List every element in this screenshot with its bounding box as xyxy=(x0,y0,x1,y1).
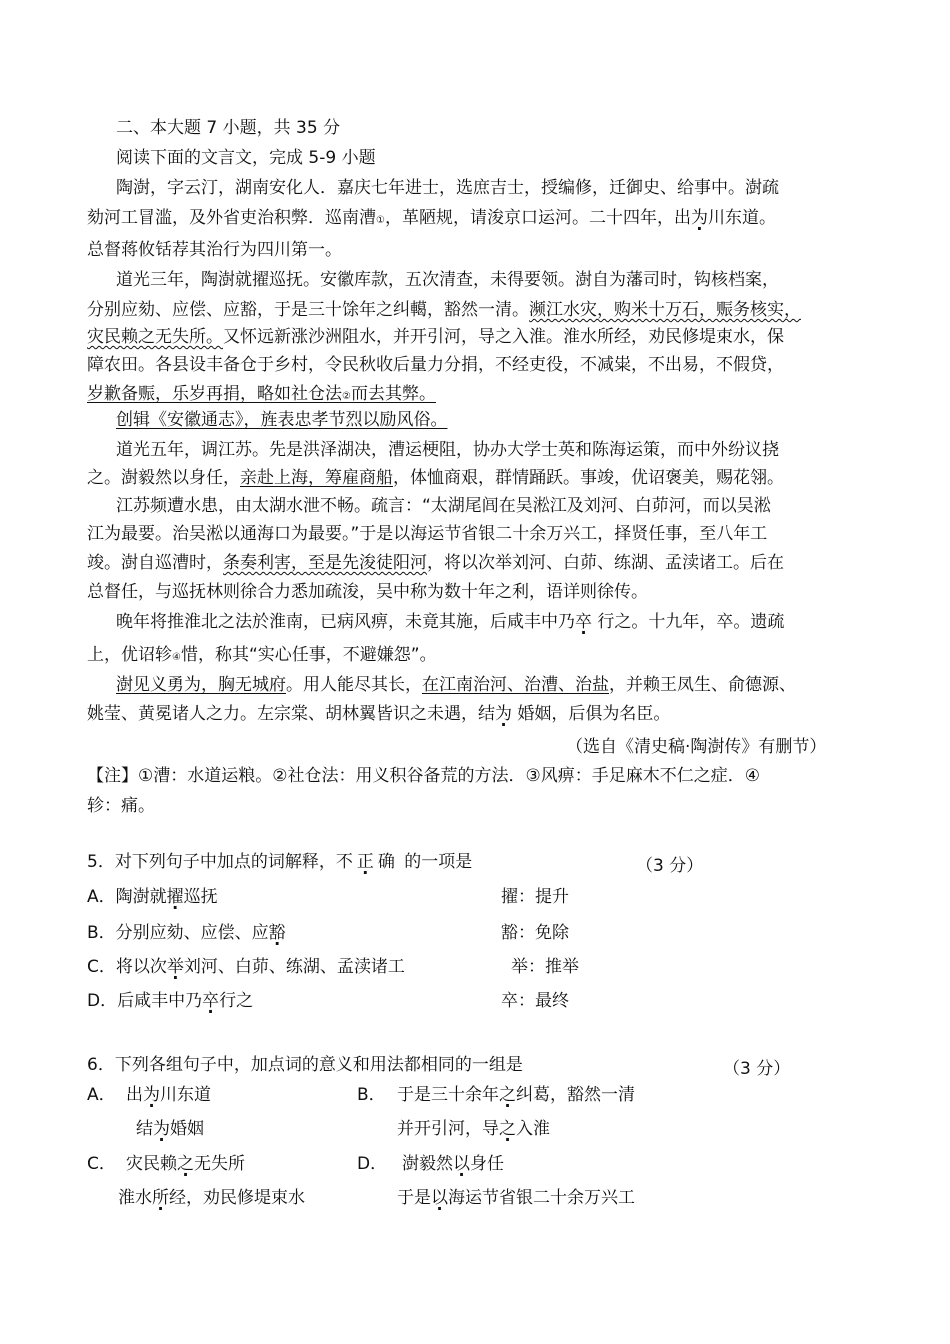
q6-option-b-s2: 并开引河，导之入淮 xyxy=(397,1119,550,1139)
text-span: 竣。澍自巡漕时， xyxy=(87,553,223,573)
q5-option-d-explanation: 卒：最终 xyxy=(501,991,569,1011)
q5-option-c: C．将以次举刘河、白茆、练湖、孟渎诸工 xyxy=(87,957,405,977)
passage-line: 江为最要。治吴淞以通海口为最要。”于是以海运节省银二十余万兴工，择贤任事，至八年工 xyxy=(87,524,768,544)
text-span: 惜，称其“实心任事，不避嫌怨”。 xyxy=(180,645,437,665)
footnote-marker: ④ xyxy=(172,652,181,663)
text-span: 的一项是 xyxy=(398,852,473,872)
emphasis-dot-word: 之 xyxy=(177,1154,194,1174)
footnote-marker: ① xyxy=(376,215,385,226)
passage-line: 道光三年，陶澍就擢巡抚。安徽库款，五次清查，未得要领。澍自为藩司时，钩核档案， xyxy=(116,270,779,290)
q6-option-a-s1: 出为川东道 xyxy=(126,1085,211,1105)
passage-line: 江苏频遭水患，由太湖水泄不畅。疏言：“太湖尾闾在吴淞江及刘河、白茆河，而以吴淞 xyxy=(116,496,771,516)
question-5-stem xyxy=(87,851,472,873)
text-span: ，将以次举刘河、白茆、练湖、孟渎诸工。后在 xyxy=(427,553,784,573)
passage-line: 陶澍，字云汀，湖南安化人．嘉庆七年进士，选庶吉士，授编修，迁御史、给事中。澍疏 xyxy=(116,178,779,198)
passage-line xyxy=(87,383,436,408)
q6-option-d-s2: 于是以海运节省银二十余万兴工 xyxy=(397,1188,635,1208)
text-span: 又怀远新涨沙洲阻水，并开引河，导之入淮。淮水所经，劝民修堤束水，保 xyxy=(223,327,784,347)
underlined-phrase: 澍见义勇为，胸无城府 xyxy=(116,675,286,695)
emphasis-dot-word: 为 xyxy=(690,208,708,228)
q6-option-c-s2: 淮水所经，劝民修堤束水 xyxy=(118,1188,305,1208)
footnote-marker: ② xyxy=(342,391,351,402)
emphasis-dot-word: 之 xyxy=(499,1085,516,1105)
emphasis-dot-word: 不正确 xyxy=(335,852,399,872)
emphasis-dot-word: 为 xyxy=(495,704,512,724)
text-span: 姚莹、黄冕诸人之力。左宗棠、胡林翼皆识之未遇，结 xyxy=(87,704,495,724)
passage-line xyxy=(87,644,437,669)
underlined-sentence: 岁歉备赈，乐岁再捐，略如社仓法②而去其弊。 xyxy=(87,384,436,404)
passage-line: 总督蒋攸铦荐其治行为四川第一。 xyxy=(87,240,342,260)
q5-option-a-explanation: 擢：提升 xyxy=(501,887,569,907)
passage-line: 道光五年，调江苏。先是洪泽湖决，漕运梗阻，协办大学士英和陈海运策，而中外纷议挠 xyxy=(116,440,779,460)
text-span: 劾河工冒滥，及外省吏治积弊．巡南漕 xyxy=(87,208,376,228)
text-span: ，体恤商艰，群情踊跃。事竣，优诏褒美，赐花翎。 xyxy=(393,468,784,488)
passage-line xyxy=(116,674,796,696)
q6-option-b-label: B． xyxy=(357,1085,386,1105)
text-span: 5．对下列句子中加点的词解释， xyxy=(87,852,336,872)
passage-line xyxy=(87,467,784,489)
passage-line xyxy=(87,326,784,348)
q6-option-d-label: D． xyxy=(357,1154,388,1174)
q6-option-c-s1: 灾民赖之无失所 xyxy=(126,1154,245,1174)
emphasis-dot-word: 以 xyxy=(453,1154,470,1174)
text-span: 分别应劾、应偿、应豁，于是三十馀年之纠轕，豁然一清。 xyxy=(87,300,529,320)
reading-instruction: 阅读下面的文言文，完成 5-9 小题 xyxy=(116,148,376,168)
passage-line xyxy=(87,207,776,232)
underlined-phrase: 亲赴上海，筹雇商船 xyxy=(240,468,393,488)
emphasis-dot-word: 为 xyxy=(153,1119,170,1139)
emphasis-dot-word: 卒 xyxy=(202,991,220,1011)
emphasis-dot-word: 所 xyxy=(152,1188,169,1208)
text-span: 之。澍毅然以身任， xyxy=(87,468,240,488)
text-span: 川东道。 xyxy=(707,208,776,228)
underlined-phrase: 在江南治河、治漕、治盐 xyxy=(422,675,609,695)
section-header: 二、本大题 7 小题，共 35 分 xyxy=(116,118,341,138)
q5-option-a: A．陶澍就擢巡抚 xyxy=(87,887,218,907)
passage-line xyxy=(116,409,448,431)
question-6-score: （3 分） xyxy=(723,1059,791,1079)
q5-option-b-explanation: 豁：免除 xyxy=(501,923,569,943)
text-span: 。用人能尽其长， xyxy=(286,675,422,695)
text-span: 行之。十九年，卒。遗疏 xyxy=(592,612,785,632)
passage-line xyxy=(87,703,670,725)
q6-option-c-label: C． xyxy=(87,1154,116,1174)
text-span: 上，优诏轸 xyxy=(87,645,172,665)
q6-option-a-label: A． xyxy=(87,1085,116,1105)
passage-line xyxy=(87,552,784,574)
source-citation: （选自《清史稿·陶澍传》有删节） xyxy=(566,737,827,757)
q5-option-b: B．分别应劾、应偿、应豁 xyxy=(87,923,286,943)
q5-option-c-explanation: 举：推举 xyxy=(511,957,579,977)
emphasis-dot-word: 豁 xyxy=(268,923,286,943)
passage-line xyxy=(116,611,784,633)
text-span: ，并赖王凤生、俞德源、 xyxy=(609,675,796,695)
q5-option-d: D．后咸丰中乃卒行之 xyxy=(87,991,254,1011)
wavy-underlined-sentence: 灾民赖之无失所。 xyxy=(87,327,223,347)
wavy-underlined-sentence: 濒江水灾，购米十万石，赈务核实， xyxy=(529,300,801,320)
passage-line: 总督任，与巡抚林则徐合力悉加疏浚，吴中称为数十年之利，语详则徐传。 xyxy=(87,582,648,602)
q6-option-a-s2: 结为婚姻 xyxy=(136,1119,204,1139)
footnotes: 轸：痛。 xyxy=(87,796,155,816)
q6-option-d-s1: 澍毅然以身任 xyxy=(402,1154,504,1174)
text-span: 婚姻，后俱为名臣。 xyxy=(512,704,671,724)
question-6-stem: 6．下列各组句子中，加点词的意义和用法都相同的一组是 xyxy=(87,1055,523,1075)
text-span: 晚年将推淮北之法於淮南，已病风痹，未竟其施，后咸丰中乃 xyxy=(116,612,575,632)
emphasis-dot-word: 为 xyxy=(143,1085,160,1105)
emphasis-dot-word: 卒 xyxy=(575,612,592,632)
emphasis-dot-word: 擢 xyxy=(166,887,184,907)
emphasis-dot-word: 以 xyxy=(431,1188,448,1208)
text-span: ，革陋规，请浚京口运河。二十四年，出 xyxy=(384,208,691,228)
wavy-underlined-phrase: 条奏利害，至是先浚徒阳河 xyxy=(223,553,427,573)
emphasis-dot-word: 之 xyxy=(499,1119,516,1139)
underlined-sentence: 创辑《安徽通志》，旌表忠孝节烈以励风俗。 xyxy=(116,410,448,430)
footnotes: 【注】①漕：水道运粮。②社仓法：用义积谷备荒的方法．③风痹：手足麻木不仁之症．④ xyxy=(87,766,760,786)
question-5-score: （3 分） xyxy=(636,856,704,876)
q6-option-b-s1: 于是三十余年之纠葛，豁然一清 xyxy=(397,1085,635,1105)
passage-line xyxy=(87,299,801,321)
passage-line: 障农田。各县设丰备仓于乡村，令民秋收后量力分捐，不经吏役，不减粜，不出易，不假贷， xyxy=(87,355,784,375)
emphasis-dot-word: 举 xyxy=(166,957,184,977)
